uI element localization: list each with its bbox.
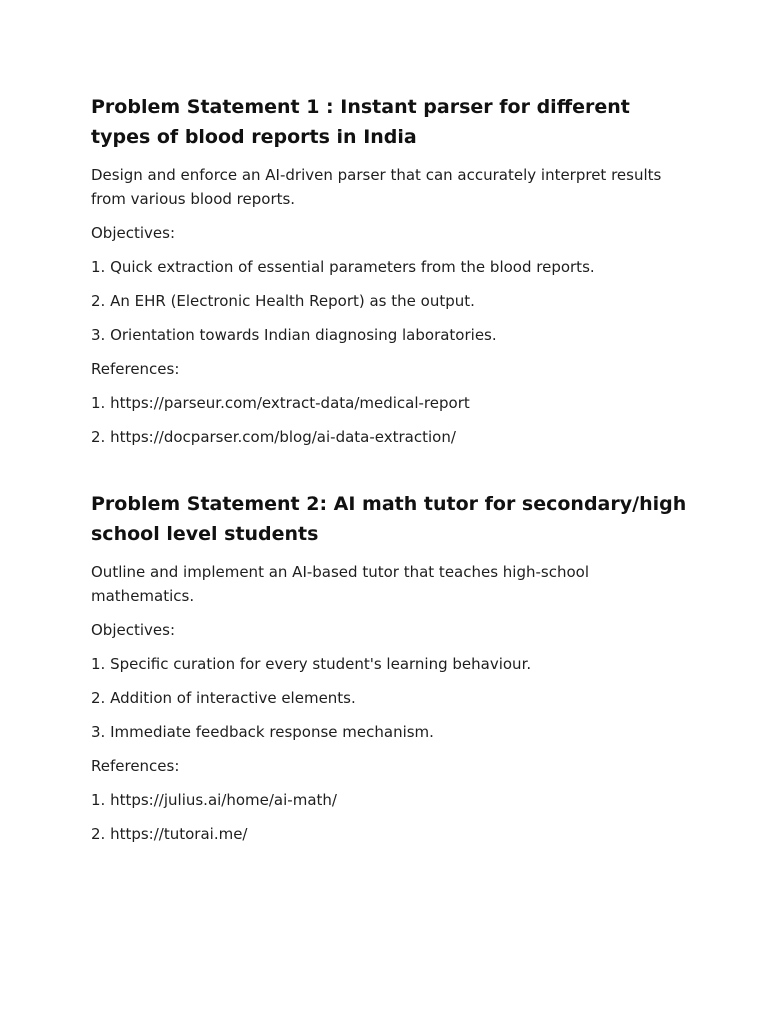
problem-statement-2: [91, 489, 691, 846]
reference-item: 2. https://docparser.com/blog/ai-data-extraction/: [91, 427, 456, 446]
objectives-label: Objectives:: [91, 223, 175, 242]
objective-item: 1. Quick extraction of essential parameters from the blood reports.: [91, 257, 595, 276]
problem-description: Outline and implement an AI-based tutor that teaches high-school mathematics.: [91, 563, 590, 605]
reference-item: 2. https://tutorai.me/: [91, 824, 248, 843]
problem-description: Design and enforce an AI-driven parser that can accurately interpret results from various blood reports.: [91, 166, 662, 208]
objective-item: 2. Addition of interactive elements.: [91, 688, 356, 707]
problem-statement-heading: Problem Statement 2: AI math tutor for secondary/high school level students: [91, 493, 687, 545]
objective-item: 3. Orientation towards Indian diagnosing laboratories.: [91, 325, 497, 344]
document-page: [91, 92, 691, 857]
objectives-list: [91, 256, 691, 348]
problem-statement-1: [91, 92, 691, 449]
objectives-label: Objectives:: [91, 620, 175, 639]
objective-item: 2. An EHR (Electronic Health Report) as the output.: [91, 291, 475, 310]
references-label: References:: [91, 756, 180, 775]
objective-item: 3. Immediate feedback response mechanism.: [91, 722, 434, 741]
references-label: References:: [91, 359, 180, 378]
objective-item: 1. Specific curation for every student's learning behaviour.: [91, 654, 532, 673]
problem-statement-heading: Problem Statement 1 : Instant parser for different types of blood reports in India: [91, 96, 630, 148]
reference-item: 1. https://julius.ai/home/ai-math/: [91, 790, 337, 809]
objectives-list: [91, 653, 691, 745]
references-list: [91, 392, 691, 450]
references-list: [91, 789, 691, 847]
reference-item: 1. https://parseur.com/extract-data/medical-report: [91, 393, 470, 412]
